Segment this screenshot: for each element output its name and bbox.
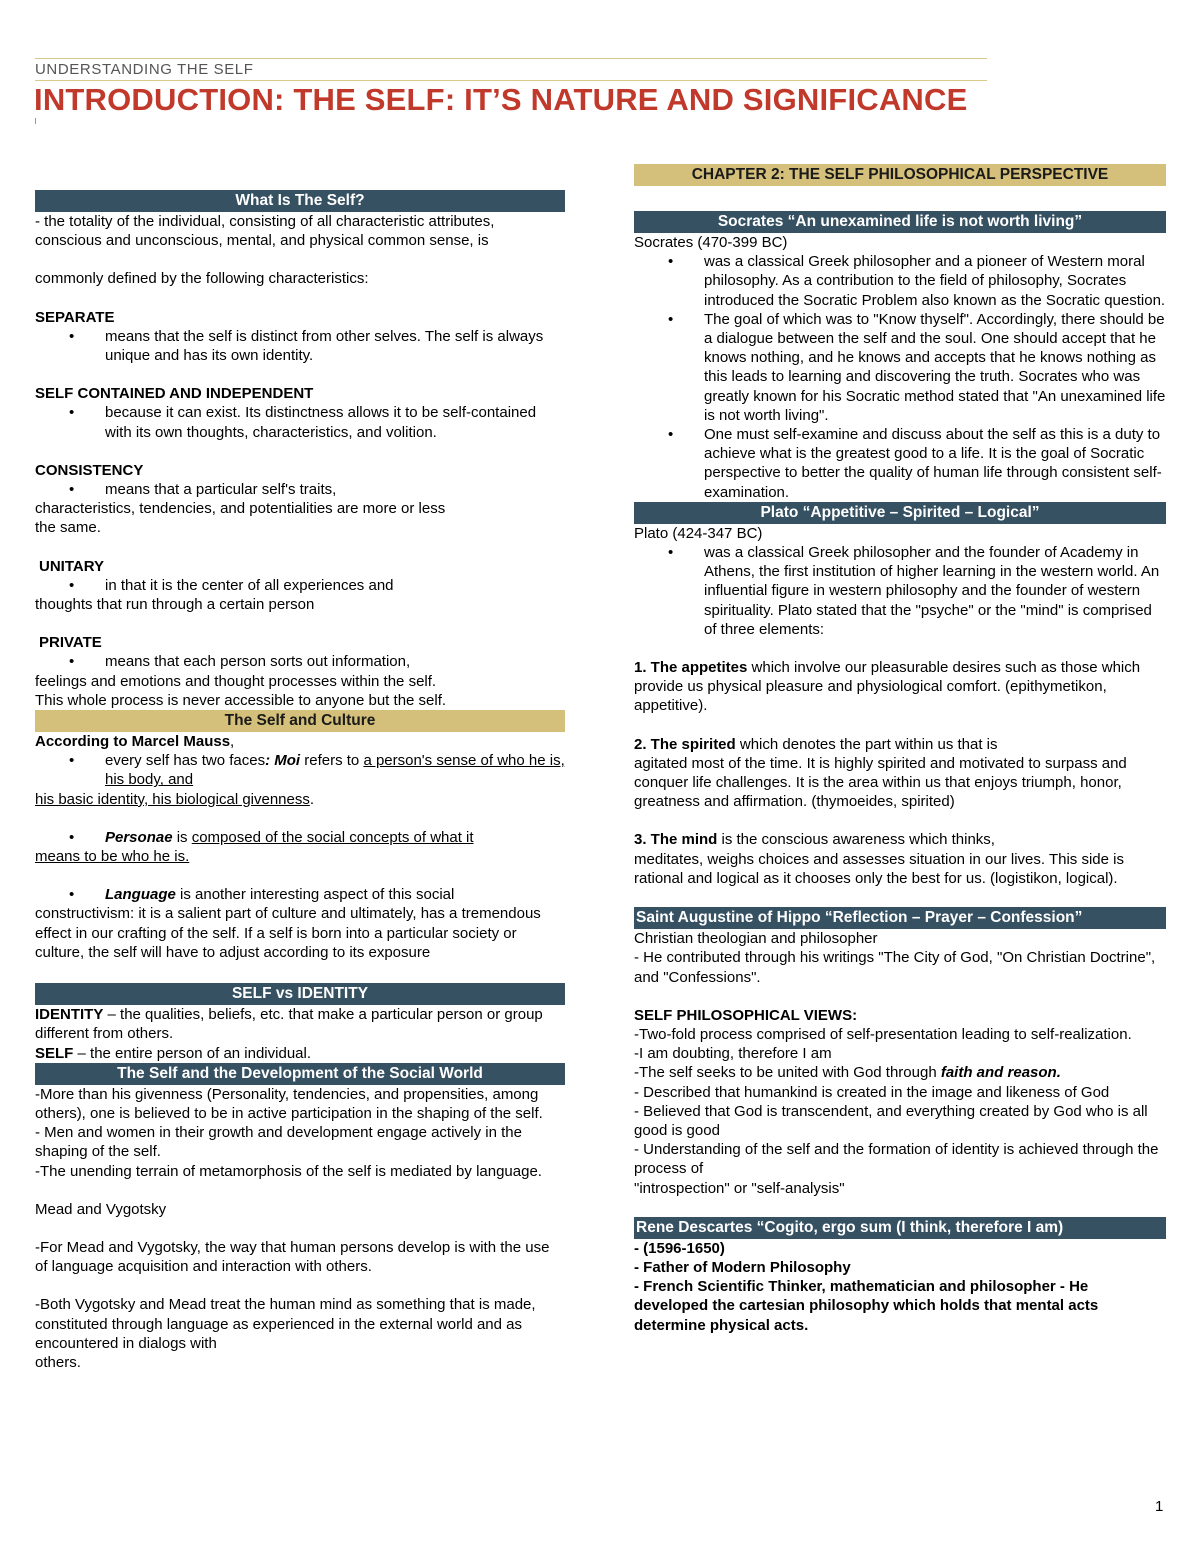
chapter-heading: CHAPTER 2: THE SELF PHILOSOPHICAL PERSPECTIVE bbox=[634, 164, 1166, 186]
personae-definition: composed of the social concepts of what it bbox=[191, 828, 474, 846]
moi-text: refers to bbox=[300, 752, 364, 770]
view-line: "introspection" or "self-analysis" bbox=[634, 1179, 845, 1197]
language-text: is another interesting aspect of this social bbox=[175, 886, 455, 904]
view-line: -The self seeks to be united with God through bbox=[634, 1064, 941, 1082]
mind-text: is the conscious awareness which thinks, bbox=[717, 831, 995, 849]
header-rule-top bbox=[35, 58, 987, 59]
bullet-item: • means that the self is distinct from other selves. The self is always unique and has its own identity. bbox=[35, 327, 565, 365]
characteristic-heading-separate: SEPARATE bbox=[35, 308, 115, 326]
section-heading-socrates: Socrates “An unexamined life is not worth living” bbox=[634, 211, 1166, 233]
language-paragraph: constructivism: it is a salient part of culture and ultimately, has a tremendous effect in our crafting of the self. If a self is born into a particular society or culture, the self will have to adjust according to its exposure bbox=[35, 905, 541, 961]
plato-dates: Plato (424-347 BC) bbox=[634, 524, 763, 542]
section-heading-self-vs-identity: SELF vs IDENTITY bbox=[35, 983, 565, 1005]
social-paragraph: - Men and women in their growth and development engage actively in the shaping of the self. bbox=[35, 1124, 522, 1161]
appetites-term: 1. The appetites bbox=[634, 659, 748, 677]
definition-line: commonly defined by the following characteristics: bbox=[35, 270, 369, 288]
bullet-item: • was a classical Greek philosopher and the founder of Academy in Athens, the first institution of higher learning in the western world. An influential figure in western philosophy and the founder of western spirituality. Plato stated that the "psyche" or the "mind" is comprised of three elements: bbox=[634, 543, 1166, 639]
mind-paragraph: meditates, weighs choices and assesses situation in our lives. This side is rational and logical as it chooses only the best for us. (logistikon, logical). bbox=[634, 850, 1124, 887]
section-heading-plato: Plato “Appetitive – Spirited – Logical” bbox=[634, 502, 1166, 524]
bullet-item: • One must self-examine and discuss about the self as this is a duty to achieve what is the greatest good to a life. It is the goal of Socratic perspective to better the quality of human life through consistent self-examination. bbox=[634, 425, 1166, 502]
bullet-item-moi bbox=[35, 751, 565, 789]
text-cursor-mark bbox=[35, 118, 36, 124]
characteristic-heading-self-contained: SELF CONTAINED AND INDEPENDENT bbox=[35, 385, 314, 403]
augustine-line: Christian theologian and philosopher bbox=[634, 930, 878, 948]
paragraph-line: the same. bbox=[35, 519, 101, 537]
view-line: -I am doubting, therefore I am bbox=[634, 1045, 832, 1063]
bullet-list bbox=[634, 543, 1166, 639]
characteristic-heading-private: PRIVATE bbox=[39, 634, 102, 652]
spirited-text: which denotes the part within us that is bbox=[735, 735, 998, 753]
paragraph-line: This whole process is never accessible to anyone but the self. bbox=[35, 691, 447, 709]
section-heading-descartes: Rene Descartes “Cogito, ergo sum (I think, therefore I am) bbox=[634, 1217, 1166, 1239]
bullet-item: • means that a particular self's traits, bbox=[35, 480, 565, 499]
section-heading-what-is-self: What Is The Self? bbox=[35, 190, 565, 212]
header-rule-bottom bbox=[35, 80, 987, 81]
view-line: - Described that humankind is created in the image and likeness of God bbox=[634, 1083, 1110, 1101]
personae-text: is bbox=[172, 828, 192, 846]
views-heading: SELF PHILOSOPHICAL VIEWS: bbox=[634, 1006, 858, 1024]
characteristic-heading-unitary: UNITARY bbox=[39, 557, 104, 575]
bullet-list bbox=[35, 480, 565, 499]
view-line: - Believed that God is transcendent, and everything created by God who is all good is good bbox=[634, 1102, 1148, 1139]
bullet-list bbox=[634, 252, 1166, 502]
descartes-line: - (1596-1650) bbox=[634, 1239, 725, 1257]
social-paragraph: -More than his givenness (Personality, tendencies, and propensities, among others), one is believed to be in active participation in the shaping of the self. bbox=[35, 1085, 543, 1122]
augustine-line: - He contributed through his writings "The City of God, "On Christian Doctrine", and "Confessions". bbox=[634, 949, 1156, 986]
social-subheading: Mead and Vygotsky bbox=[35, 1200, 167, 1218]
moi-text: every self has two faces bbox=[105, 752, 266, 770]
page-number: 1 bbox=[1155, 1498, 1164, 1515]
bullet-list bbox=[35, 576, 565, 595]
bullet-item-personae bbox=[35, 828, 565, 847]
faith-and-reason: faith and reason. bbox=[940, 1064, 1061, 1082]
personae-definition-cont: means to be who he is. bbox=[35, 848, 190, 866]
mauss-intro: According to Marcel Mauss bbox=[35, 733, 231, 751]
social-paragraph: -The unending terrain of metamorphosis of the self is mediated by language. bbox=[35, 1162, 542, 1180]
moi-end: . bbox=[309, 790, 315, 808]
bullet-list bbox=[35, 652, 565, 671]
self-definition: – the entire person of an individual. bbox=[73, 1044, 311, 1062]
identity-term: IDENTITY bbox=[35, 1006, 104, 1024]
bullet-item: • because it can exist. Its distinctness allows it to be self-contained with its own thoughts, characteristics, and volition. bbox=[35, 403, 565, 441]
bullet-list bbox=[35, 828, 565, 847]
language-term: Language bbox=[105, 886, 176, 904]
view-line: - Understanding of the self and the formation of identity is achieved through the process of bbox=[634, 1141, 1159, 1178]
definition-line: - the totality of the individual, consisting of all characteristic attributes, bbox=[35, 213, 495, 230]
bullet-list bbox=[35, 885, 565, 904]
bullet-list bbox=[35, 327, 565, 365]
characteristic-heading-consistency: CONSISTENCY bbox=[35, 461, 144, 479]
bullet-item: • was a classical Greek philosopher and a pioneer of Western moral philosophy. As a contribution to the field of philosophy, Socrates introduced the Socratic Problem also known as the Socratic question. bbox=[634, 252, 1166, 310]
spirited-paragraph: agitated most of the time. It is highly spirited and motivated to surpass and conquer life challenges. It is the area within us that enjoys triumph, honor, greatness and affirmation. (thymoeides, spirited) bbox=[634, 754, 1127, 811]
descartes-line: - French Scientific Thinker, mathematician and philosopher - He developed the cartesian philosophy which holds that mental acts determine physical acts. bbox=[634, 1278, 1099, 1334]
spirited-term: 2. The spirited bbox=[634, 735, 736, 753]
course-title: UNDERSTANDING THE SELF bbox=[35, 61, 254, 78]
mind-term: 3. The mind bbox=[634, 831, 718, 849]
section-heading-augustine: Saint Augustine of Hippo “Reflection – Prayer – Confession” bbox=[634, 907, 1166, 929]
moi-term: : Moi bbox=[265, 752, 301, 770]
social-paragraph: -Both Vygotsky and Mead treat the human mind as something that is made, constituted through language as experienced in the external world and as encountered in dialogs with bbox=[35, 1296, 536, 1352]
bullet-item-language bbox=[35, 885, 565, 904]
social-paragraph: -For Mead and Vygotsky, the way that human persons develop is with the use of language acquisition and interaction with others. bbox=[35, 1238, 550, 1276]
right-column bbox=[634, 164, 1166, 1335]
paragraph-line: feelings and emotions and thought processes within the self. bbox=[35, 672, 437, 690]
section-heading-social-world: The Self and the Development of the Social World bbox=[35, 1063, 565, 1085]
descartes-line: - Father of Modern Philosophy bbox=[634, 1258, 851, 1276]
definition-line: conscious and unconscious, mental, and physical common sense, is bbox=[35, 232, 489, 250]
self-term: SELF bbox=[35, 1044, 74, 1062]
personae-term: Personae bbox=[105, 828, 173, 846]
section-heading-self-and-culture: The Self and Culture bbox=[35, 710, 565, 732]
bullet-list bbox=[35, 751, 565, 789]
mauss-intro-comma: , bbox=[230, 733, 235, 751]
page-title: INTRODUCTION: THE SELF: IT’S NATURE AND SIGNIFICANCE bbox=[34, 82, 968, 117]
bullet-item: • The goal of which was to "Know thyself". Accordingly, there should be a dialogue between the self and the soul. One should accept that he knows nothing, and he knows and accepts that he knows nothing as this leads to learning and discovering the truth. Socrates who was greatly known for his Socratic method stated that "An unexamined life is not worth living". bbox=[634, 310, 1166, 425]
left-column bbox=[35, 190, 565, 1372]
socrates-dates: Socrates (470-399 BC) bbox=[634, 234, 788, 251]
moi-definition: a person's sense of who he is, his body, and bbox=[105, 752, 565, 789]
view-line: -Two-fold process comprised of self-presentation leading to self-realization. bbox=[634, 1025, 1132, 1043]
identity-definition: – the qualities, beliefs, etc. that make a particular person or group different from others. bbox=[35, 1006, 543, 1043]
social-paragraph: others. bbox=[35, 1353, 81, 1371]
paragraph-line: thoughts that run through a certain person bbox=[35, 596, 315, 614]
paragraph-line: characteristics, tendencies, and potentialities are more or less bbox=[35, 500, 446, 518]
bullet-item: • in that it is the center of all experiences and bbox=[35, 576, 565, 595]
bullet-list bbox=[35, 403, 565, 441]
bullet-item: • means that each person sorts out information, bbox=[35, 652, 565, 671]
moi-definition-cont: his basic identity, his biological givenness bbox=[35, 790, 310, 808]
appetites-text: which involve our pleasurable desires such as those which provide us physical pleasure and physiological comfort. (epithymetikon, appetitive). bbox=[634, 659, 1141, 715]
